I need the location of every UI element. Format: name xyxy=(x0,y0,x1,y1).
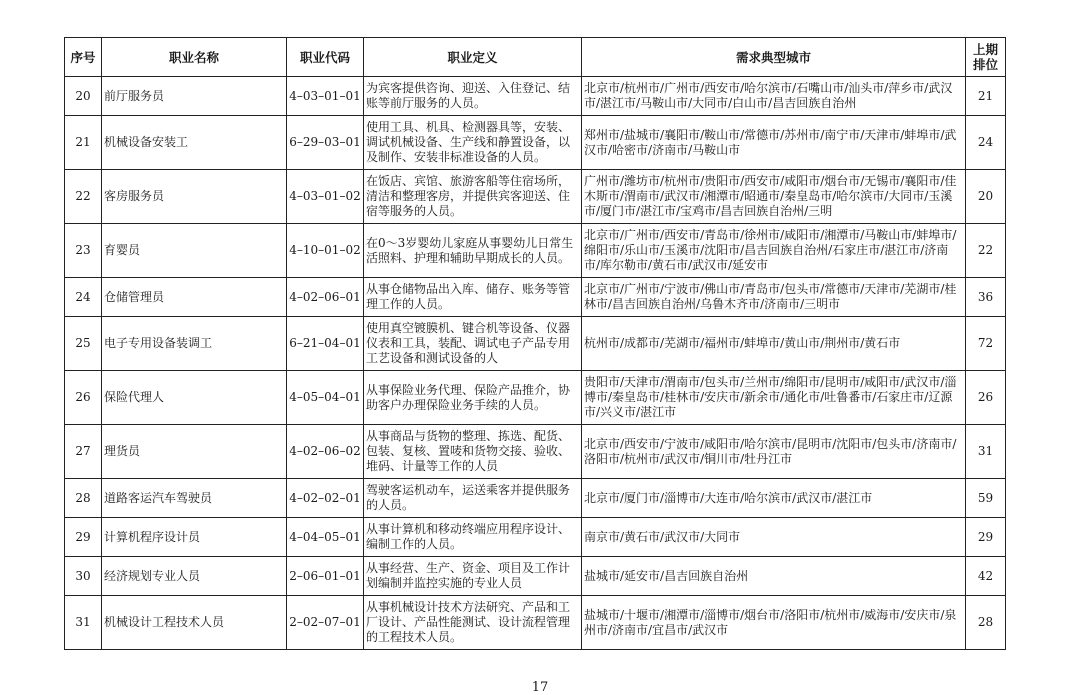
header-definition: 职业定义 xyxy=(364,38,582,77)
cell-typical-cities: 南京市/黄石市/武汉市/大同市 xyxy=(582,518,966,557)
cell-typical-cities: 北京市/厦门市/淄博市/大连市/哈尔滨市/武汉市/湛江市 xyxy=(582,479,966,518)
cell-occupation-code: 4–03–01–01 xyxy=(287,77,364,116)
table-row xyxy=(65,170,1006,224)
cell-typical-cities: 广州市/潍坊市/杭州市/贵阳市/西安市/咸阳市/烟台市/无锡市/襄阳市/佳木斯市/渭南市/武汉市/湘潭市/昭通市/秦皇岛市/哈尔滨市/大同市/玉溪市/厦门市/湛江市/宝鸡市/昌吉回族自治州/三明 xyxy=(582,170,966,224)
cell-occupation-code: 2–06–01–01 xyxy=(287,557,364,596)
cell-prev-rank: 31 xyxy=(966,425,1006,479)
cell-occupation-definition: 为宾客提供咨询、迎送、入住登记、结账等前厅服务的人员。 xyxy=(364,77,582,116)
cell-occupation-definition: 从事经营、生产、资金、项目及工作计划编制并监控实施的专业人员 xyxy=(364,557,582,596)
cell-occupation-code: 4–10–01–02 xyxy=(287,224,364,278)
cell-occupation-code: 4–02–02–01 xyxy=(287,479,364,518)
cell-typical-cities: 盐城市/延安市/昌吉回族自治州 xyxy=(582,557,966,596)
cell-occupation-name: 客房服务员 xyxy=(102,170,287,224)
cell-seq: 28 xyxy=(65,479,102,518)
cell-seq: 31 xyxy=(65,596,102,650)
cell-typical-cities: 北京市/杭州市/广州市/西安市/哈尔滨市/石嘴山市/汕头市/萍乡市/武汉市/湛江市/马鞍山市/大同市/白山市/昌吉回族自治州 xyxy=(582,77,966,116)
cell-occupation-definition: 从事保险业务代理、保险产品推介，协助客户办理保险业务手续的人员。 xyxy=(364,371,582,425)
header-seq: 序号 xyxy=(65,38,102,77)
table-header-row xyxy=(65,38,1006,77)
table-row xyxy=(65,479,1006,518)
cell-occupation-name: 道路客运汽车驾驶员 xyxy=(102,479,287,518)
cell-seq: 27 xyxy=(65,425,102,479)
cell-seq: 30 xyxy=(65,557,102,596)
cell-seq: 24 xyxy=(65,278,102,317)
cell-prev-rank: 22 xyxy=(966,224,1006,278)
table-row xyxy=(65,77,1006,116)
cell-occupation-name: 育婴员 xyxy=(102,224,287,278)
cell-occupation-name: 计算机程序设计员 xyxy=(102,518,287,557)
cell-typical-cities: 盐城市/十堰市/湘潭市/淄博市/烟台市/洛阳市/杭州市/威海市/安庆市/泉州市/济南市/宜昌市/武汉市 xyxy=(582,596,966,650)
table-row xyxy=(65,224,1006,278)
cell-occupation-definition: 在饭店、宾馆、旅游客船等住宿场所，清洁和整理客房，并提供宾客迎送、住宿等服务的人员。 xyxy=(364,170,582,224)
cell-seq: 21 xyxy=(65,116,102,170)
table-row xyxy=(65,278,1006,317)
cell-seq: 23 xyxy=(65,224,102,278)
header-cities: 需求典型城市 xyxy=(582,38,966,77)
cell-occupation-code: 4–02–06–01 xyxy=(287,278,364,317)
cell-occupation-name: 理货员 xyxy=(102,425,287,479)
cell-occupation-code: 4–04–05–01 xyxy=(287,518,364,557)
cell-occupation-code: 2–02–07–01 xyxy=(287,596,364,650)
cell-typical-cities: 贵阳市/天津市/渭南市/包头市/兰州市/绵阳市/昆明市/咸阳市/武汉市/淄博市/秦皇岛市/桂林市/安庆市/新余市/通化市/吐鲁番市/石家庄市/辽源市/兴义市/湛江市 xyxy=(582,371,966,425)
cell-occupation-name: 前厅服务员 xyxy=(102,77,287,116)
table-row xyxy=(65,371,1006,425)
cell-occupation-definition: 使用真空镀膜机、键合机等设备、仪器仪表和工具，装配、调试电子产品专用工艺设备和测试设备的人 xyxy=(364,317,582,371)
cell-prev-rank: 28 xyxy=(966,596,1006,650)
table-row xyxy=(65,425,1006,479)
cell-seq: 25 xyxy=(65,317,102,371)
cell-typical-cities: 杭州市/成都市/芜湖市/福州市/蚌埠市/黄山市/荆州市/黄石市 xyxy=(582,317,966,371)
cell-seq: 26 xyxy=(65,371,102,425)
cell-prev-rank: 42 xyxy=(966,557,1006,596)
cell-occupation-definition: 在0～3岁婴幼儿家庭从事婴幼儿日常生活照料、护理和辅助早期成长的人员。 xyxy=(364,224,582,278)
cell-typical-cities: 北京市/西安市/宁波市/咸阳市/哈尔滨市/昆明市/沈阳市/包头市/济南市/洛阳市/杭州市/武汉市/铜川市/牡丹江市 xyxy=(582,425,966,479)
cell-prev-rank: 21 xyxy=(966,77,1006,116)
cell-prev-rank: 59 xyxy=(966,479,1006,518)
cell-occupation-code: 4–03–01–02 xyxy=(287,170,364,224)
cell-occupation-code: 4–02–06–02 xyxy=(287,425,364,479)
cell-prev-rank: 72 xyxy=(966,317,1006,371)
header-prev-rank: 上期排位 xyxy=(966,38,1006,77)
cell-prev-rank: 29 xyxy=(966,518,1006,557)
cell-seq: 20 xyxy=(65,77,102,116)
cell-seq: 22 xyxy=(65,170,102,224)
table-row xyxy=(65,518,1006,557)
cell-occupation-definition: 使用工具、机具、检测器具等，安装、调试机械设备、生产线和静置设备，以及制作、安装非标准设备的人员。 xyxy=(364,116,582,170)
cell-occupation-name: 保险代理人 xyxy=(102,371,287,425)
cell-occupation-name: 机械设计工程技术人员 xyxy=(102,596,287,650)
cell-occupation-name: 机械设备安装工 xyxy=(102,116,287,170)
cell-prev-rank: 26 xyxy=(966,371,1006,425)
cell-occupation-definition: 从事商品与货物的整理、拣选、配货、包装、复核、置唛和货物交接、验收、堆码、计量等工作的人员 xyxy=(364,425,582,479)
cell-seq: 29 xyxy=(65,518,102,557)
cell-typical-cities: 北京市/广州市/宁波市/佛山市/青岛市/包头市/常德市/天津市/芜湖市/桂林市/昌吉回族自治州/乌鲁木齐市/济南市/三明市 xyxy=(582,278,966,317)
header-name: 职业名称 xyxy=(102,38,287,77)
cell-prev-rank: 24 xyxy=(966,116,1006,170)
table-row xyxy=(65,596,1006,650)
cell-typical-cities: 郑州市/盐城市/襄阳市/鞍山市/常德市/苏州市/南宁市/天津市/蚌埠市/武汉市/哈密市/济南市/马鞍山市 xyxy=(582,116,966,170)
table-row xyxy=(65,317,1006,371)
cell-occupation-definition: 从事计算机和移动终端应用程序设计、编制工作的人员。 xyxy=(364,518,582,557)
cell-occupation-definition: 从事仓储物品出入库、储存、账务等管理工作的人员。 xyxy=(364,278,582,317)
cell-occupation-name: 仓储管理员 xyxy=(102,278,287,317)
cell-typical-cities: 北京市/广州市/西安市/青岛市/徐州市/咸阳市/湘潭市/马鞍山市/蚌埠市/绵阳市/乐山市/玉溪市/沈阳市/昌吉回族自治州/石家庄市/湛江市/济南市/库尔勒市/黄石市/武汉市/延安市 xyxy=(582,224,966,278)
cell-occupation-name: 电子专用设备装调工 xyxy=(102,317,287,371)
cell-occupation-definition: 从事机械设计技术方法研究、产品和工厂设计、产品性能测试、设计流程管理的工程技术人员。 xyxy=(364,596,582,650)
cell-occupation-name: 经济规划专业人员 xyxy=(102,557,287,596)
header-code: 职业代码 xyxy=(287,38,364,77)
table-row xyxy=(65,116,1006,170)
cell-occupation-definition: 驾驶客运机动车，运送乘客并提供服务的人员。 xyxy=(364,479,582,518)
cell-occupation-code: 6–29–03–01 xyxy=(287,116,364,170)
cell-occupation-code: 4–05–04–01 xyxy=(287,371,364,425)
cell-prev-rank: 20 xyxy=(966,170,1006,224)
page-number: 17 xyxy=(531,680,549,695)
cell-occupation-code: 6–21–04–01 xyxy=(287,317,364,371)
table-row xyxy=(65,557,1006,596)
occupation-table xyxy=(64,37,1006,650)
cell-prev-rank: 36 xyxy=(966,278,1006,317)
